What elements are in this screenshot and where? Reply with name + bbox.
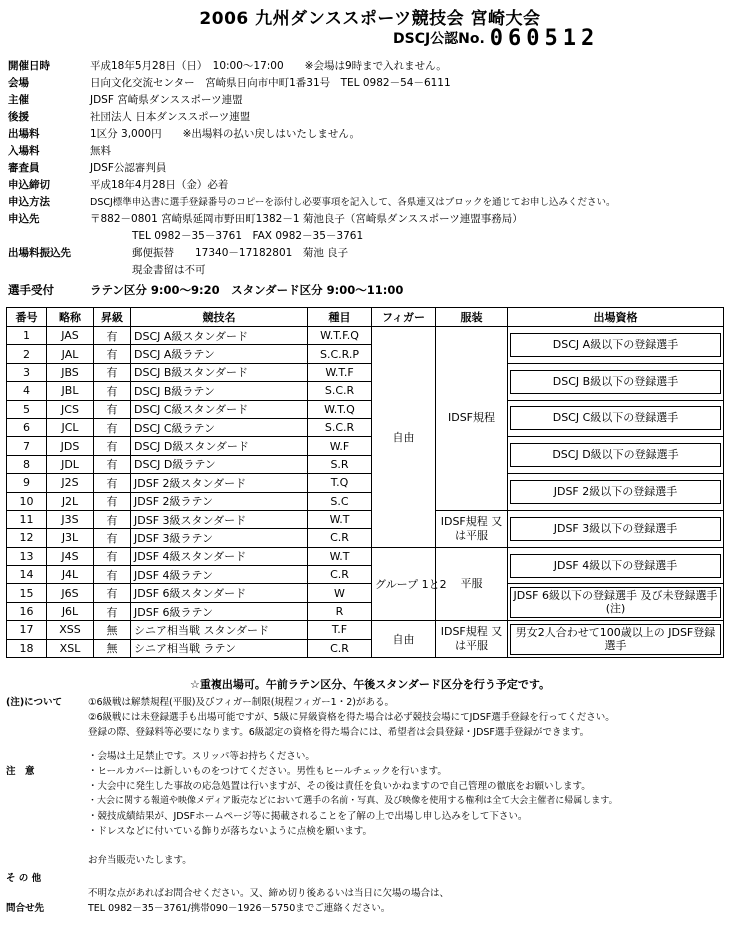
dances: W: [308, 584, 372, 602]
event-name: シニア相当戦 スタンダード: [131, 621, 308, 639]
info-row: [8, 92, 732, 109]
promotion: 無: [94, 639, 131, 657]
info-value: 現金書留は不可: [132, 264, 206, 276]
table-row: [7, 400, 724, 418]
table-row: [7, 510, 724, 528]
dances: C.R: [308, 639, 372, 657]
dances: W.T.F: [308, 363, 372, 381]
info-row: [8, 245, 732, 262]
event-number: 3: [7, 363, 47, 381]
dances: T.F: [308, 621, 372, 639]
star-note: ☆重複出場可。午前ラテン区分、午後スタンダード区分を行う予定です。: [190, 678, 550, 691]
qualification: 男女2人合わせて100歳以上の JDSF登録選手: [510, 624, 721, 655]
table-row: [7, 474, 724, 492]
note-block: [6, 794, 730, 809]
promotion: 有: [94, 363, 131, 381]
info-label: 後援: [8, 111, 29, 123]
note-line: ①6級戦は解禁規程(平服)及びフィガー制限(規程フィガー1・2)がある。: [88, 697, 394, 708]
dress-rule: IDSF規程 又は平服: [436, 621, 508, 658]
promotion: 有: [94, 418, 131, 436]
note-line: ②6級戦には未登録選手も出場可能ですが、5級に昇級資格を得た場合は必ず競技会場にてJDSF選手登録を行ってください。: [88, 712, 615, 723]
qualification: DSCJ C級以下の登録選手: [510, 406, 721, 430]
info-value: DSCJ標準申込書に選手登録番号のコピーを添付し必要事項を記入して、各県連又はブロックを通じてお申し込みください。: [90, 197, 616, 208]
note-block: [6, 749, 730, 764]
dances: W.T: [308, 547, 372, 565]
dances: W.F: [308, 437, 372, 455]
table-row: [7, 363, 724, 381]
qualification: JDSF 3級以下の登録選手: [510, 517, 721, 541]
table-row: [7, 584, 724, 602]
event-code: J3L: [47, 529, 94, 547]
info-label: 選手受付: [8, 283, 54, 297]
dances: C.R: [308, 529, 372, 547]
event-name: JDSF 4級ラテン: [131, 566, 308, 584]
qualification-cell: [508, 363, 724, 400]
event-number: 9: [7, 474, 47, 492]
promotion: 有: [94, 437, 131, 455]
note-block: [6, 725, 730, 740]
col-header: フィガー: [372, 308, 436, 327]
note-label: 問合せ先: [6, 903, 45, 914]
event-name: JDSF 2級スタンダード: [131, 474, 308, 492]
dances: W.T.F.Q: [308, 327, 372, 345]
promotion: 有: [94, 584, 131, 602]
dscj-number: 060512: [489, 26, 600, 51]
info-label: 審査員: [8, 162, 40, 174]
info-row: [8, 109, 732, 126]
info-label: [8, 262, 90, 279]
qualification: JDSF 6級以下の登録選手 及び未登録選手(注): [510, 587, 721, 618]
note-line: ・大会に関する報道や映像メディア販売などにおいて選手の名前・写真、及び映像を使用する権利は全て大会主催者に帰属します。: [88, 796, 618, 806]
event-name: DSCJ C級スタンダード: [131, 400, 308, 418]
note-line: ・競技成績結果が、JDSFホームページ等に掲載されることを了解の上で出場し申し込みをして下さい。: [88, 811, 528, 822]
figure-rule: 自由: [372, 621, 436, 658]
event-name: JDSF 3級ラテン: [131, 529, 308, 547]
info-label: 主催: [8, 94, 29, 106]
events-table: [6, 307, 724, 658]
info-row: [8, 194, 732, 211]
table-row: [7, 327, 724, 345]
promotion: 有: [94, 400, 131, 418]
event-code: J6S: [47, 584, 94, 602]
event-number: 4: [7, 382, 47, 400]
dances: R: [308, 602, 372, 620]
event-number: 14: [7, 566, 47, 584]
note-line: ・大会中に発生した事故の応急処置は行いますが、その後は責任を負いかねますので自己管理の徹底をお願いします。: [88, 781, 591, 792]
event-code: XSS: [47, 621, 94, 639]
qualification-cell: [508, 474, 724, 511]
note-label: (注)について: [6, 697, 62, 708]
note-line: 不明な点があればお問合せください。又、締め切り後あるいは当日に欠場の場合は、: [88, 888, 450, 899]
event-name: DSCJ B級ラテン: [131, 382, 308, 400]
col-header: 略称: [47, 308, 94, 327]
note-label: 注 意: [6, 766, 35, 777]
table-row: [7, 437, 724, 455]
figure-rule: 自由: [372, 327, 436, 548]
event-number: 15: [7, 584, 47, 602]
info-value: 郵便振替 17340－17182801 菊池 良子: [132, 247, 349, 259]
event-name: DSCJ B級スタンダード: [131, 363, 308, 381]
promotion: 無: [94, 621, 131, 639]
col-header: 番号: [7, 308, 47, 327]
promotion: 有: [94, 547, 131, 565]
note-line: ・ドレスなどに付いている飾りが落ちないように点検を願います。: [88, 826, 372, 837]
note-label: そ の 他: [6, 873, 42, 884]
info-value: 無料: [90, 145, 111, 157]
page-title: 2006 九州ダンススポーツ競技会 宮崎大会: [199, 9, 541, 29]
dances: S.R: [308, 455, 372, 473]
info-row: [8, 211, 732, 228]
qualification-cell: [508, 400, 724, 437]
event-code: J2L: [47, 492, 94, 510]
info-row: [8, 58, 732, 75]
info-value: JDSF 宮崎県ダンススポーツ連盟: [90, 94, 243, 106]
info-row: [8, 126, 732, 143]
event-name: JDSF 6級スタンダード: [131, 584, 308, 602]
info-label: [8, 228, 90, 245]
dscj-approval: [393, 26, 599, 51]
info-row: [8, 228, 732, 245]
event-code: JDL: [47, 455, 94, 473]
promotion: 有: [94, 345, 131, 363]
dances: C.R: [308, 566, 372, 584]
notes-section: [6, 695, 730, 916]
event-code: JBS: [47, 363, 94, 381]
info-value: ラテン区分 9:00～9:20 スタンダード区分 9:00～11:00: [90, 283, 404, 297]
qualification: DSCJ B級以下の登録選手: [510, 370, 721, 394]
event-code: XSL: [47, 639, 94, 657]
event-name: DSCJ A級スタンダード: [131, 327, 308, 345]
note-block: [6, 695, 730, 710]
dscj-label: DSCJ公認No.: [393, 31, 485, 47]
dances: S.C.R: [308, 382, 372, 400]
event-number: 17: [7, 621, 47, 639]
event-number: 12: [7, 529, 47, 547]
event-name: JDSF 6級ラテン: [131, 602, 308, 620]
info-label: 申込方法: [8, 196, 50, 208]
info-row: [8, 160, 732, 177]
table-row: [7, 621, 724, 639]
qualification-cell: [508, 327, 724, 364]
info-value: 平成18年4月28日（金）必着: [90, 179, 229, 191]
event-number: 1: [7, 327, 47, 345]
info-row: [8, 282, 732, 299]
dances: W.T.Q: [308, 400, 372, 418]
event-code: J4S: [47, 547, 94, 565]
dress-rule: 平服: [436, 547, 508, 621]
promotion: 有: [94, 382, 131, 400]
figure-rule: グループ 1と2: [372, 547, 436, 621]
event-number: 6: [7, 418, 47, 436]
event-code: JAS: [47, 327, 94, 345]
info-row: [8, 177, 732, 194]
note-block: [6, 824, 730, 839]
event-info: [8, 58, 732, 299]
info-value: 〒882－0801 宮崎県延岡市野田町1382－1 菊池良子（宮崎県ダンススポーツ連盟事務局）: [90, 213, 523, 225]
event-number: 8: [7, 455, 47, 473]
col-header: 競技名: [131, 308, 308, 327]
qualification-cell: [508, 584, 724, 621]
event-code: JAL: [47, 345, 94, 363]
qualification-cell: [508, 621, 724, 658]
promotion: 有: [94, 529, 131, 547]
note-block: [6, 764, 730, 779]
info-row: [8, 143, 732, 160]
qualification: DSCJ D級以下の登録選手: [510, 443, 721, 467]
note-line: ・会場は土足禁止です。スリッパ等お持ちください。: [88, 751, 315, 762]
info-value: TEL 0982－35－3761 FAX 0982－35－3761: [132, 230, 364, 242]
event-number: 18: [7, 639, 47, 657]
info-row: [8, 262, 732, 279]
dances: T.Q: [308, 474, 372, 492]
qualification-cell: [508, 437, 724, 474]
event-name: シニア相当戦 ラテン: [131, 639, 308, 657]
event-name: DSCJ D級ラテン: [131, 455, 308, 473]
note-line: TEL 0982－35－3761/携帯090－1926－5750までご連絡ください。: [88, 903, 391, 914]
promotion: 有: [94, 327, 131, 345]
event-code: J2S: [47, 474, 94, 492]
info-label: 出場料振込先: [8, 247, 71, 259]
event-code: J6L: [47, 602, 94, 620]
note-line: ・ヒールカバーは新しいものをつけてください。男性もヒールチェックを行います。: [88, 766, 447, 777]
event-number: 11: [7, 510, 47, 528]
dress-rule: IDSF規程: [436, 327, 508, 511]
dances: S.C: [308, 492, 372, 510]
info-label: 出場料: [8, 128, 40, 140]
promotion: 有: [94, 474, 131, 492]
info-label: 開催日時: [8, 60, 50, 72]
promotion: 有: [94, 566, 131, 584]
qualification: JDSF 4級以下の登録選手: [510, 554, 721, 578]
info-label: 会場: [8, 77, 29, 89]
note-block: [6, 710, 730, 725]
info-label: 申込先: [8, 213, 40, 225]
event-number: 16: [7, 602, 47, 620]
info-value: JDSF公認審判員: [90, 162, 167, 174]
table-header-row: [7, 308, 724, 327]
note-block: [6, 886, 730, 901]
event-code: JBL: [47, 382, 94, 400]
dress-rule: IDSF規程 又は平服: [436, 510, 508, 547]
note-block: [6, 809, 730, 824]
event-code: JCL: [47, 418, 94, 436]
qualification: DSCJ A級以下の登録選手: [510, 333, 721, 357]
col-header: 出場資格: [508, 308, 724, 327]
info-value: 1区分 3,000円 ※出場料の払い戻しはいたしません。: [90, 128, 361, 140]
event-number: 5: [7, 400, 47, 418]
event-name: JDSF 3級スタンダード: [131, 510, 308, 528]
info-value: 日向文化交流センター 宮崎県日向市中町1番31号 TEL 0982－54－6111: [90, 77, 451, 89]
qualification-cell: [508, 510, 724, 547]
promotion: 有: [94, 602, 131, 620]
promotion: 有: [94, 455, 131, 473]
dances: S.C.R: [308, 418, 372, 436]
note-line: お弁当販売いたします。: [88, 855, 192, 866]
promotion: 有: [94, 492, 131, 510]
note-block: [6, 871, 730, 886]
event-code: JCS: [47, 400, 94, 418]
info-row: [8, 75, 732, 92]
note-line: 登録の際、登録料等必要になります。6級認定の資格を得た場合には、希望者は会員登録・JDSF選手登録ができます。: [88, 727, 590, 738]
info-value: 社団法人 日本ダンススポーツ連盟: [90, 111, 251, 123]
event-code: J3S: [47, 510, 94, 528]
col-header: 昇級: [94, 308, 131, 327]
event-number: 13: [7, 547, 47, 565]
promotion: 有: [94, 510, 131, 528]
event-code: J4L: [47, 566, 94, 584]
note-block: [6, 901, 730, 916]
event-name: JDSF 4級スタンダード: [131, 547, 308, 565]
note-block: [6, 779, 730, 794]
col-header: 服装: [436, 308, 508, 327]
info-label: 入場料: [8, 145, 40, 157]
event-name: DSCJ A級ラテン: [131, 345, 308, 363]
event-name: DSCJ D級スタンダード: [131, 437, 308, 455]
event-name: JDSF 2級ラテン: [131, 492, 308, 510]
event-code: JDS: [47, 437, 94, 455]
dances: S.C.R.P: [308, 345, 372, 363]
event-number: 7: [7, 437, 47, 455]
info-value: 平成18年5月28日（日） 10:00～17:00 ※会場は9時まで入れません。: [90, 60, 447, 72]
table-row: [7, 547, 724, 565]
event-name: DSCJ C級ラテン: [131, 418, 308, 436]
qualification-cell: [508, 547, 724, 584]
event-number: 10: [7, 492, 47, 510]
info-label: 申込締切: [8, 179, 50, 191]
col-header: 種目: [308, 308, 372, 327]
dances: W.T: [308, 510, 372, 528]
note-block: [6, 853, 730, 868]
event-number: 2: [7, 345, 47, 363]
qualification: JDSF 2級以下の登録選手: [510, 480, 721, 504]
